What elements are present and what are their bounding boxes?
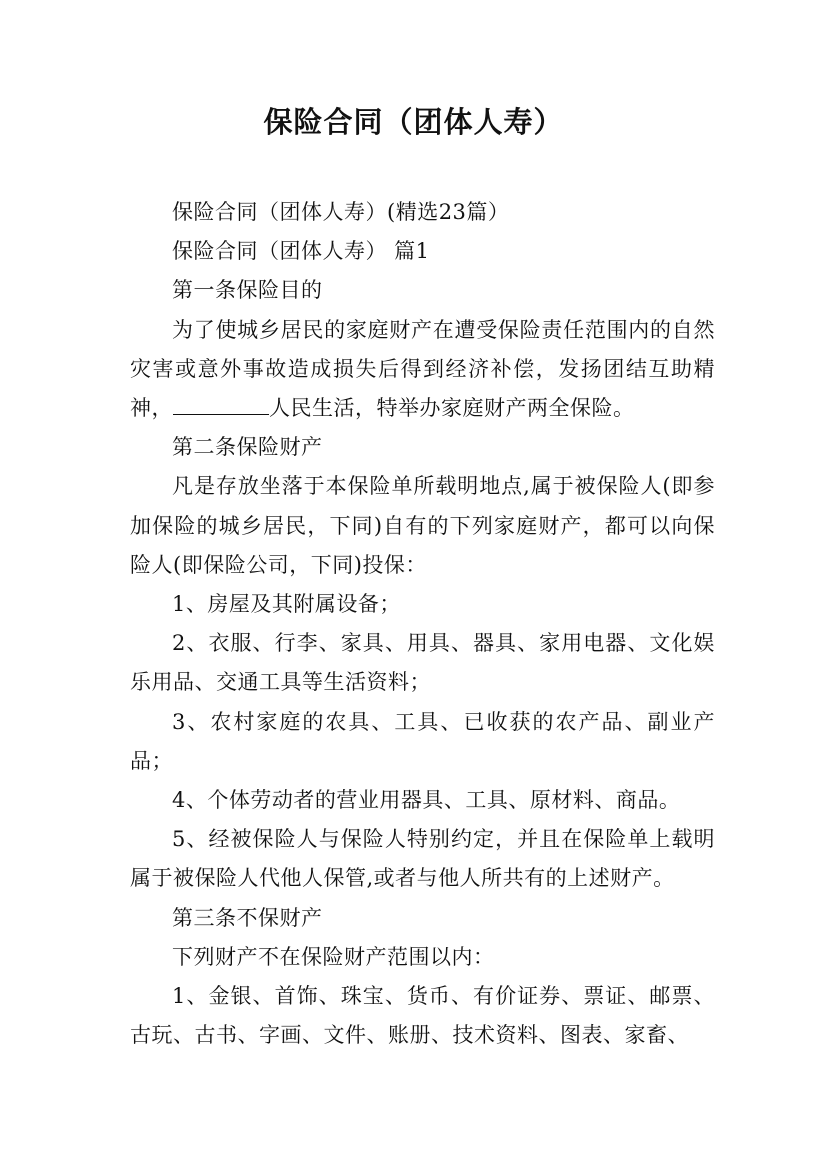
section-heading: 保险合同（团体人寿） 篇1 bbox=[172, 239, 430, 264]
fill-in-blank bbox=[173, 396, 269, 415]
list-item: 1、金银、首饰、珠宝、货币、有价证券、票证、邮票、古玩、古书、字画、文件、账册、技术资料、图表、家畜、 bbox=[130, 984, 715, 1048]
document-body bbox=[130, 193, 715, 1055]
list-item: 3、农村家庭的农具、工具、已收获的农产品、副业产品； bbox=[130, 709, 715, 773]
list-item: 1、房屋及其附属设备； bbox=[172, 592, 401, 617]
article-heading: 第一条保险目的 bbox=[172, 278, 323, 303]
article-heading: 第三条不保财产 bbox=[172, 905, 323, 930]
subtitle-paragraph: 保险合同（团体人寿）(精选23篇） bbox=[172, 200, 510, 224]
body-paragraph: 凡是存放坐落于本保险单所载明地点,属于被保险人(即参加保险的城乡居民，下同)自有的下列家庭财产，都可以向保险人(即保险公司，下同)投保： bbox=[130, 474, 715, 577]
document-title: 保险合同（团体人寿） bbox=[263, 105, 564, 139]
list-item: 2、衣服、行李、家具、用具、器具、家用电器、文化娱乐用品、交通工具等生活资料； bbox=[130, 631, 715, 695]
body-paragraph: 下列财产不在保险财产范围以内： bbox=[172, 944, 495, 969]
list-item: 4、个体劳动者的营业用器具、工具、原材料、商品。 bbox=[172, 788, 681, 813]
list-item: 5、经被保险人与保险人特别约定，并且在保险单上载明属于被保险人代他人保管,或者与他人所共有的上述财产。 bbox=[130, 827, 715, 891]
paragraph-text: 为了使城乡居民的家庭财产在遭受保险责任范围内的自然灾害或意外事故造成损失后得到经济补偿，发扬团结互助精神， bbox=[130, 317, 715, 421]
article-heading: 第二条保险财产 bbox=[172, 435, 323, 460]
body-paragraph bbox=[130, 311, 715, 429]
paragraph-text: 人民生活，特举办家庭财产两全保险。 bbox=[269, 396, 635, 421]
